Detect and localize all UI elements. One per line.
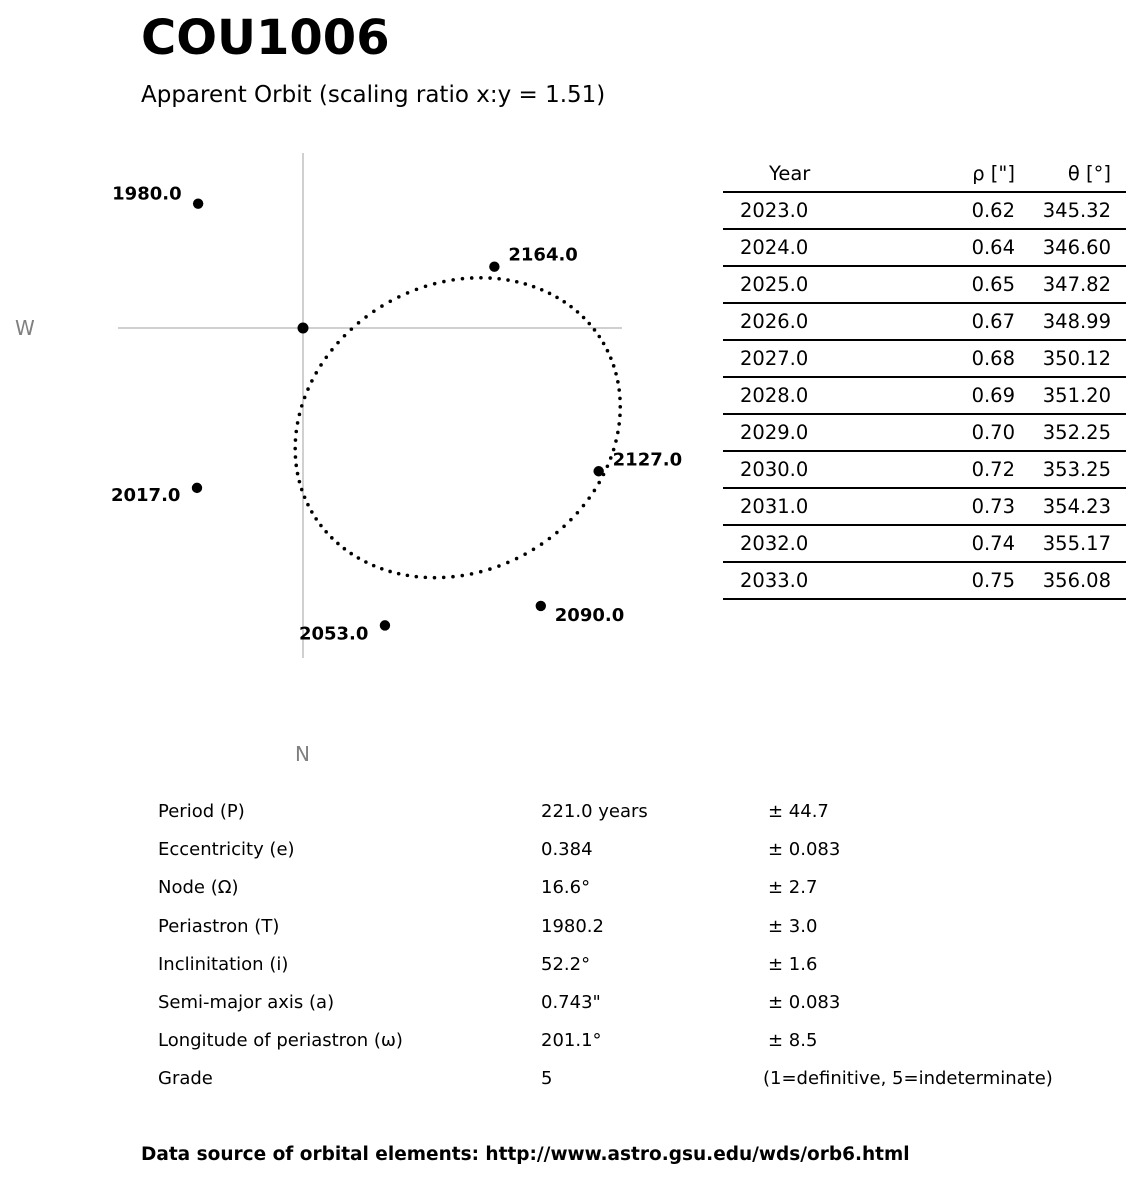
orbit-dot [424,576,428,580]
epoch-label: 1980.0 [112,183,182,205]
cell-year: 2027.0 [723,340,931,377]
orbit-dot [576,511,580,515]
orbit-dot [548,537,552,541]
orbit-dot [612,364,616,368]
orbit-dot [523,552,527,556]
orbit-dot [388,570,392,574]
table-row [723,525,1126,562]
orbit-dot [314,371,318,375]
element-name: Eccentricity (e) [158,839,295,861]
element-name: Node (Ω) [158,877,239,899]
primary-star-marker [298,323,309,334]
table-row [723,562,1126,599]
element-value: 16.6° [541,877,591,899]
orbit-dot [618,414,622,418]
cell-year: 2032.0 [723,525,931,562]
table-row [723,303,1126,340]
ephemeris-table [723,156,1126,600]
element-row [0,839,1141,877]
cell-year: 2025.0 [723,266,931,303]
cell-theta: 352.25 [1015,414,1126,451]
orbit-dot [433,576,437,580]
orbit-dot [314,517,318,521]
labeled-points [111,184,682,645]
orbit-dot [515,280,519,284]
epoch-point [536,601,546,611]
orbit-dot [497,277,501,281]
orbit-dot [617,388,621,392]
cell-theta: 346.60 [1015,229,1126,266]
element-value: 1980.2 [541,915,604,937]
epoch-point [192,483,202,493]
orbit-dot [524,282,528,286]
element-name: Grade [158,1068,213,1090]
orbit-dot [442,576,446,580]
cell-rho: 0.75 [931,562,1015,599]
orbit-dot [336,542,340,546]
orbit-dot [540,288,544,292]
cell-rho: 0.74 [931,525,1015,562]
element-value: 52.2° [541,953,591,975]
orbit-dot [582,316,586,320]
cell-rho: 0.67 [931,303,1015,340]
orbit-dot [606,464,610,468]
element-value: 201.1° [541,1030,602,1052]
element-name: Inclinitation (i) [158,953,289,975]
orbit-dot [618,405,622,409]
table-row [723,192,1126,229]
page-subtitle: Apparent Orbit (scaling ratio x:y = 1.51) [141,82,606,108]
orbit-dot [582,504,586,508]
epoch-label: 2053.0 [298,623,369,645]
orbit-dot [319,524,323,528]
table-row [723,377,1126,414]
orbit-dot [569,518,573,522]
table-row [723,266,1126,303]
orbit-dot [597,481,601,485]
cell-theta: 356.08 [1015,562,1126,599]
orbit-path [293,276,622,580]
orbit-dot [562,300,566,304]
orbit-dot [310,379,314,383]
cell-year: 2033.0 [723,562,931,599]
orbit-dot [442,280,446,284]
page-title: COU1006 [141,10,390,66]
orbit-dot [433,282,437,286]
element-error: (1=definitive, 5=indeterminate) [763,1068,1053,1090]
element-name: Semi-major axis (a) [158,992,335,1013]
north-label: N [295,742,310,766]
orbit-dot [388,299,392,303]
orbit-dot [324,355,328,359]
orbit-dot [562,524,566,528]
orbit-dot [294,464,298,468]
orbit-dot [548,292,552,296]
cell-theta: 347.82 [1015,266,1126,303]
orbit-dot [497,564,501,568]
orbit-dot [364,315,368,319]
orbit-chart [0,140,720,680]
table-row [723,488,1126,525]
orbit-dot [451,575,455,579]
orbit-dot [616,380,620,384]
chart-axes [118,153,625,658]
orbit-dot [606,349,610,353]
epoch-label: 2090.0 [554,604,625,626]
element-row [0,992,1141,1030]
cell-rho: 0.69 [931,377,1015,414]
cell-theta: 351.20 [1015,377,1126,414]
cell-year: 2030.0 [723,451,931,488]
orbit-dot [298,413,302,417]
orbit-dot [576,310,580,314]
header-rho: ρ ["] [931,156,1015,192]
orbit-dot [532,548,536,552]
element-error: ± 44.7 [768,801,829,822]
element-value: 221.0 years [541,801,648,822]
element-row [0,877,1141,915]
element-name: Period (P) [158,801,245,822]
orbit-dot [555,296,559,300]
orbit-dot [336,341,340,345]
orbit-dot [364,560,368,564]
header-year: Year [723,156,931,192]
table-row [723,229,1126,266]
orbit-dot [424,285,428,289]
orbit-dot [488,567,492,571]
orbit-dot [319,363,323,367]
orbit-dot [614,372,618,376]
orbit-dot [324,530,328,534]
orbit-dot [357,556,361,560]
orbit-dot [506,278,510,282]
element-error: ± 1.6 [768,953,818,975]
element-value: 0.384 [541,839,593,861]
element-name: Longitude of periastron (ω) [158,1030,403,1052]
orbit-dot [300,488,304,492]
epoch-label: 2017.0 [110,484,181,506]
orbit-dot [587,496,591,500]
orbit-dot [372,310,376,314]
orbit-dot [357,321,361,325]
epoch-point [593,466,603,476]
orbit-dot [415,288,419,292]
orbit-dot [330,348,334,352]
orbit-dot [461,277,465,281]
cell-rho: 0.68 [931,340,1015,377]
orbit-dot [349,552,353,556]
orbit-dot [540,542,544,546]
cell-rho: 0.64 [931,229,1015,266]
orbit-dot [470,572,474,576]
orbit-dot [479,276,483,280]
epoch-point [193,198,203,208]
cell-year: 2024.0 [723,229,931,266]
cell-year: 2026.0 [723,303,931,340]
table-row [723,414,1126,451]
orbit-dot [306,387,310,391]
orbit-dot [296,472,300,476]
orbit-dot [310,510,314,514]
orbit-dot [617,422,621,426]
orbit-dot [460,574,464,578]
orbit-dot [296,421,300,425]
cell-rho: 0.62 [931,192,1015,229]
orbit-dot [451,278,455,282]
cell-year: 2029.0 [723,414,931,451]
cell-theta: 354.23 [1015,488,1126,525]
orbit-dot [300,404,304,408]
orbit-dot [593,489,597,493]
orbit-dot [470,276,474,280]
cell-rho: 0.73 [931,488,1015,525]
orbit-dot [488,276,492,280]
cell-rho: 0.72 [931,451,1015,488]
element-name: Periastron (T) [158,915,280,937]
cell-rho: 0.65 [931,266,1015,303]
orbit-dot [306,503,310,507]
orbit-dot [569,305,573,309]
orbit-dot [397,295,401,299]
table-row [723,340,1126,377]
west-label: W [15,316,35,340]
orbit-dot [506,561,510,565]
epoch-point [380,620,390,630]
epoch-label: 2127.0 [612,449,683,471]
element-error: ± 0.083 [768,992,841,1013]
orbit-dot [397,572,401,576]
epoch-label: 2164.0 [508,244,578,266]
orbit-dot [587,322,591,326]
orbit-dot [515,557,519,561]
element-error: ± 2.7 [768,877,818,899]
data-source-note: Data source of orbital elements: http://www.astro.gsu.edu/wds/orb6.html [141,1144,910,1165]
orbit-dot [597,335,601,339]
epoch-point [489,261,499,271]
element-row [0,801,1141,839]
element-row [0,916,1141,954]
orbit-dot [293,447,297,451]
orbit-dot [350,327,354,331]
cell-year: 2031.0 [723,488,931,525]
element-error: ± 3.0 [768,915,818,937]
cell-theta: 353.25 [1015,451,1126,488]
orbit-dot [593,328,597,332]
orbit-dot [614,439,618,443]
orbit-dot [406,291,410,295]
orbit-dot [372,564,376,568]
cell-year: 2028.0 [723,377,931,414]
orbit-dot [479,570,483,574]
orbit-dot [298,480,302,484]
orbit-dot [294,430,298,434]
orbit-dot [380,304,384,308]
element-row [0,1030,1141,1068]
orbit-dot [343,547,347,551]
orbit-dot [555,531,559,535]
orbit-dot [618,397,622,401]
orbit-dot [616,431,620,435]
orbit-dot [609,356,613,360]
cell-rho: 0.70 [931,414,1015,451]
ephemeris-header [723,156,1126,192]
element-error: ± 0.083 [768,839,841,861]
orbit-dot [602,342,606,346]
element-error: ± 8.5 [768,1030,818,1052]
orbit-dot [303,495,307,499]
orbit-dot [415,575,419,579]
cell-theta: 345.32 [1015,192,1126,229]
cell-theta: 355.17 [1015,525,1126,562]
cell-theta: 348.99 [1015,303,1126,340]
orbit-dot [303,396,307,400]
cell-theta: 350.12 [1015,340,1126,377]
element-row [0,954,1141,992]
element-row [0,1068,1141,1106]
orbit-dot [380,567,384,571]
cell-year: 2023.0 [723,192,931,229]
orbit-dot [532,285,536,289]
orbit-dot [330,536,334,540]
element-value: 0.743" [541,992,601,1013]
element-value: 5 [541,1068,553,1090]
header-theta: θ [°] [1015,156,1126,192]
orbit-dot [406,574,410,578]
table-row [723,451,1126,488]
orbit-dot [294,455,298,459]
orbit-dot [294,438,298,442]
orbit-dot [343,334,347,338]
